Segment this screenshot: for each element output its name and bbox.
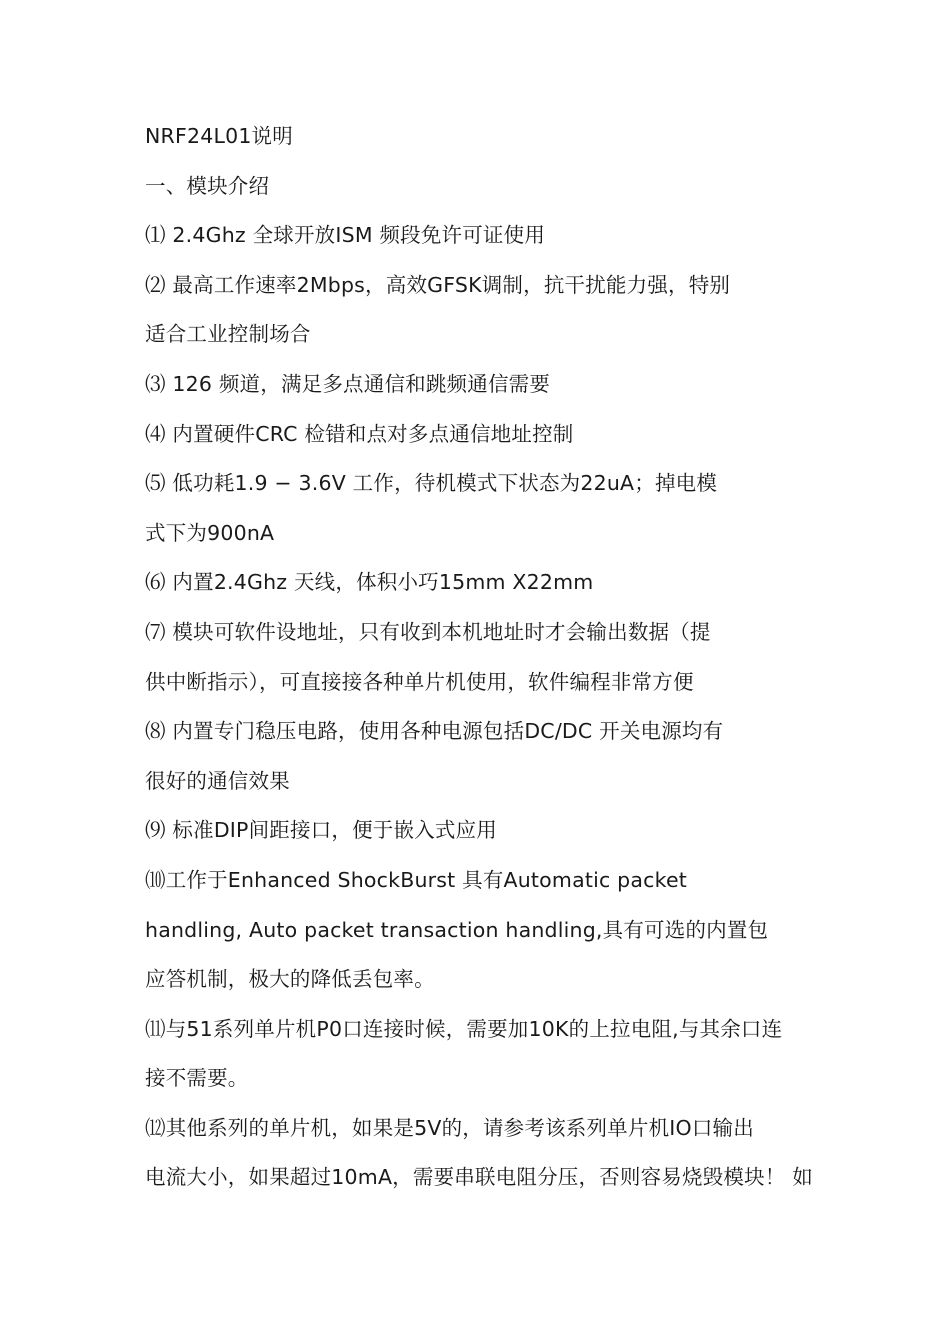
- text-line: ⑺ 模块可软件设地址，只有收到本机地址时才会输出数据（提: [145, 619, 711, 644]
- text-line: 电流大小，如果超过10mA，需要串联电阻分压，否则容易烧毁模块！ 如: [145, 1165, 813, 1190]
- text-line: ⑸ 低功耗1.9 − 3.6V 工作，待机模式下状态为22uA；掉电模: [145, 471, 718, 496]
- text-line: ⑼ 标准DIP间距接口，便于嵌入式应用: [145, 818, 498, 843]
- text-line: ⑶ 126 频道，满足多点通信和跳频通信需要: [145, 371, 551, 396]
- text-line: 应答机制，极大的降低丢包率。: [145, 967, 435, 992]
- text-line: ⑵ 最高工作速率2Mbps，高效GFSK调制，抗干扰能力强，特别: [145, 272, 731, 297]
- text-line: ⑽工作于Enhanced ShockBurst 具有Automatic packet: [145, 867, 688, 892]
- text-line: ⑴ 2.4Ghz 全球开放ISM 频段免许可证使用: [145, 223, 546, 248]
- text-line: ⑿其他系列的单片机，如果是5V的，请参考该系列单片机IO口输出: [145, 1115, 754, 1140]
- text-line: 适合工业控制场合: [145, 322, 311, 347]
- section-heading: 一、模块介绍: [145, 173, 270, 198]
- text-line: handling, Auto packet transaction handling,具有可选的内置包: [145, 917, 769, 942]
- text-line: ⑷ 内置硬件CRC 检错和点对多点通信地址控制: [145, 421, 574, 446]
- document-body: [145, 112, 825, 1203]
- text-line: 很好的通信效果: [145, 768, 290, 793]
- text-line: 式下为900nA: [145, 520, 275, 545]
- document-title: NRF24L01说明: [145, 124, 293, 148]
- text-line: 接不需要。: [145, 1066, 249, 1091]
- text-line: ⑹ 内置2.4Ghz 天线，体积小巧15mm X22mm: [145, 570, 594, 595]
- text-line: ⑻ 内置专门稳压电路，使用各种电源包括DC/DC 开关电源均有: [145, 719, 724, 744]
- text-line: 供中断指示），可直接接各种单片机使用，软件编程非常方便: [145, 669, 694, 694]
- text-line: ⑾与51系列单片机P0口连接时候，需要加10K的上拉电阻,与其余口连: [145, 1016, 783, 1041]
